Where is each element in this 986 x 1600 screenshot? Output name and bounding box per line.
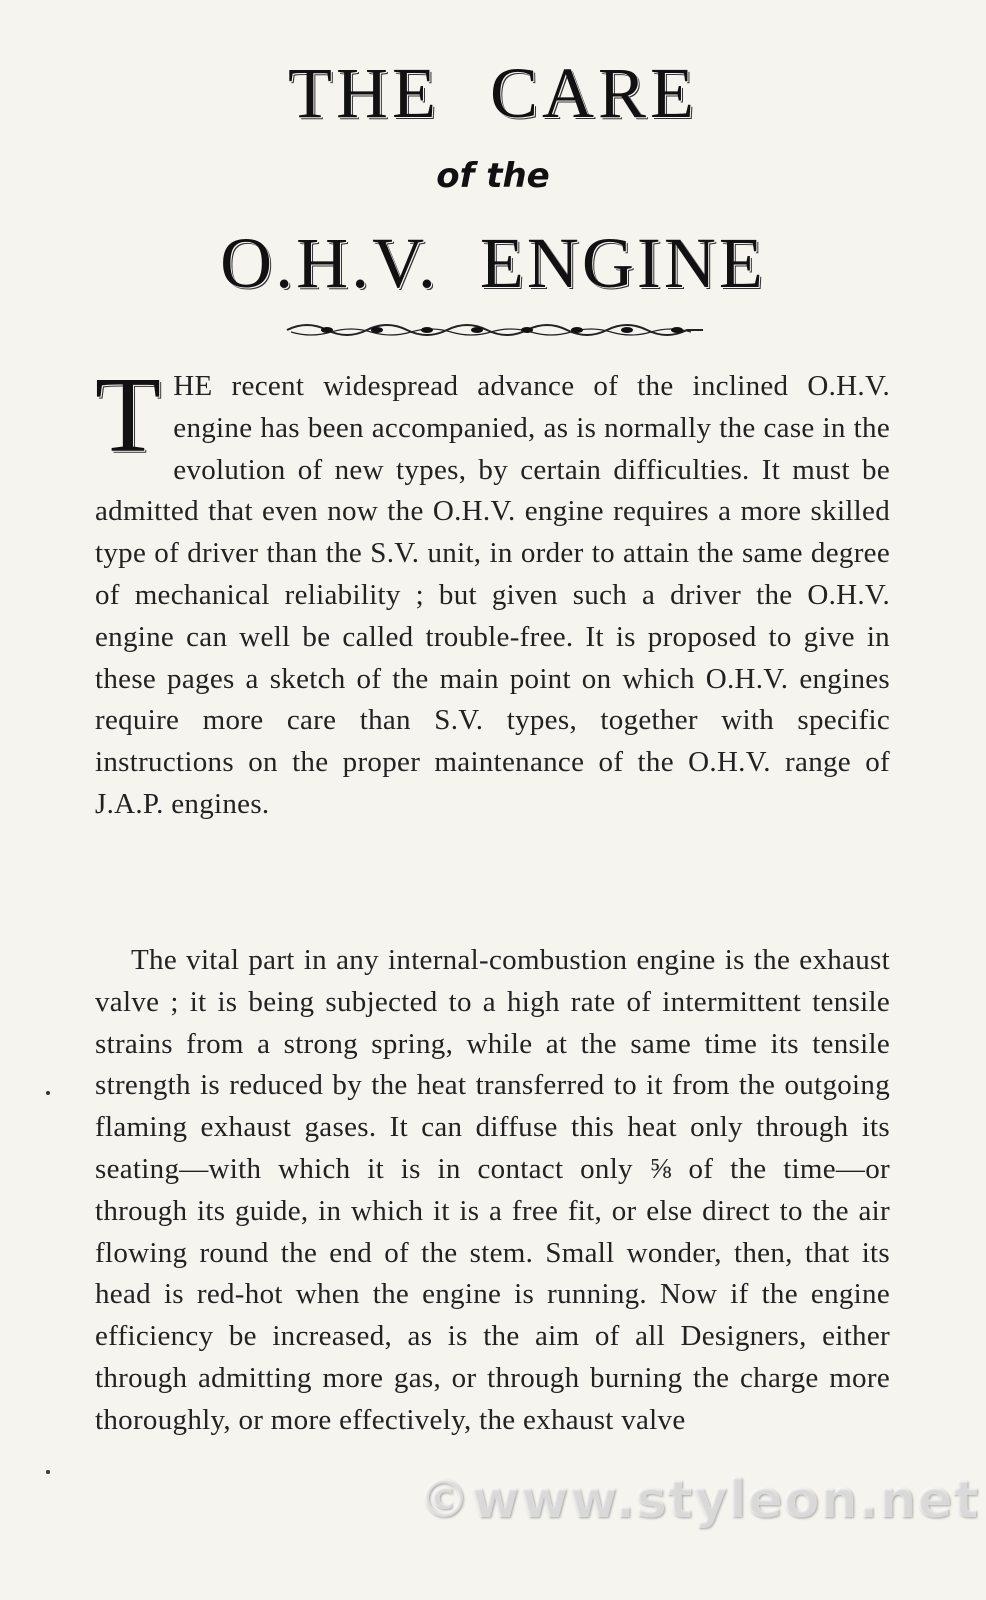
- intro-paragraph-text: HE recent widespread advance of the inclined O.H.V. engine has been accompanied, as is normally the case in the evolution of new types, by certain difficulties. It must be admitted that even now the O.H.V. engine requires a more skilled type of driver than the S.V. unit, in order to attain the same degree of mechanical reliability ; but given such a driver the O.H.V. engine can well be called trouble-free. It is proposed to give in these pages a sketch of the main point on which O.H.V. engines require more care than S.V. types, together with specific instructions on the proper maintenance of the O.H.V. range of J.A.P. engines.: [95, 370, 890, 820]
- watermark: ©www.styleon.net: [418, 1470, 979, 1530]
- page-speck: [46, 1470, 50, 1474]
- intro-paragraph: [95, 356, 890, 826]
- exhaust-valve-paragraph: The vital part in any internal-combustion engine is the exhaust valve ; it is being subjected to a high rate of intermittent tensile strains from a strong spring, while at the same time its tensile strength is reduced by the heat transferred to it from the outgoing flaming exhaust gases. It can diffuse this heat only through its seating—with which it is in contact only ⅝ of the time—or through its guide, in which it is a free fit, or else direct to the air flowing round the end of the stem. Small wonder, then, that its head is red-hot when the engine is running. Now if the engine efficiency be increased, as is the aim of all Designers, either through admitting more gas, or through burning the charge more thoroughly, or more effectively, the exhaust valve: [95, 944, 890, 1436]
- ornament-divider: [285, 318, 705, 342]
- title-of-the: of the: [436, 156, 550, 196]
- page-speck: [46, 1091, 50, 1095]
- title-the-care: THE CARE: [288, 53, 698, 133]
- title-ohv-engine: O.H.V. ENGINE: [220, 223, 766, 303]
- drop-cap: T: [95, 356, 162, 475]
